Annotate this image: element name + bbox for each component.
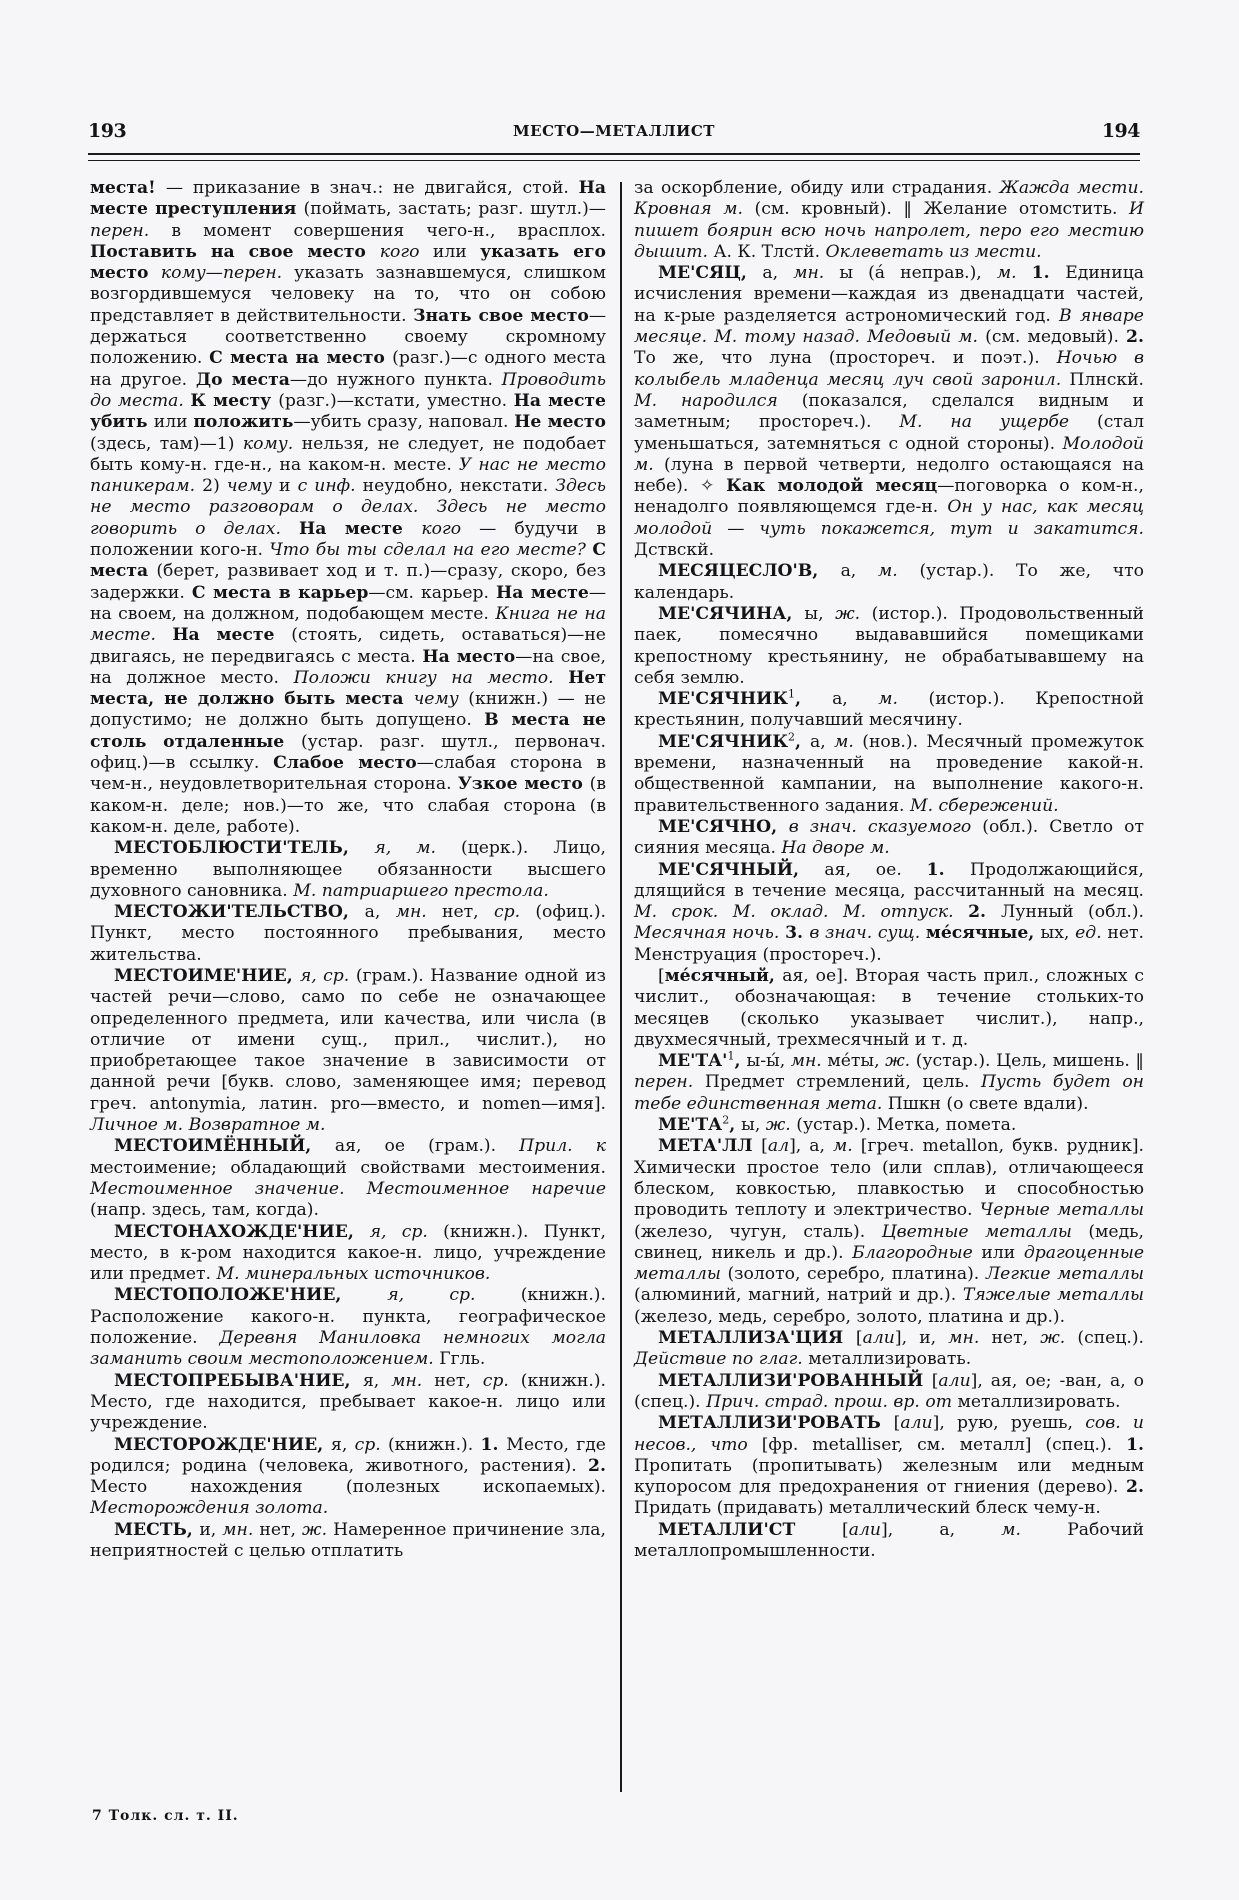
body-text: металлизировать. [957, 1391, 1121, 1412]
body-text: ы, [804, 603, 836, 624]
italic-text: М. сбережений. [909, 795, 1059, 816]
homonym-index: 2 [722, 1113, 730, 1127]
body-text: (обл.). Светло от сияния месяца. [634, 816, 1144, 859]
headword-text: Знать свое место [413, 305, 589, 326]
headword-text: Узкое место [457, 774, 590, 795]
headword-text: 2. [968, 902, 1002, 923]
italic-text: Ночью в колыбель младенца месяц луч свой заронил. [634, 348, 1145, 390]
body-text: ая, ое. [824, 859, 927, 880]
body-text: [фр. metalliser, см. металл] (спец.). [761, 1434, 1127, 1455]
body-text: (устар.). Метка, помета. [796, 1115, 1017, 1136]
dictionary-entry [90, 1371, 606, 1435]
dictionary-entry [90, 838, 606, 902]
headword-text: МЕ'СЯЧНЫЙ, [658, 859, 825, 880]
body-text: Лунный (обл.). [1001, 902, 1144, 923]
body-text: а, [762, 263, 794, 284]
body-text: (луна в первой четверти, недолго остающаяся на небе). ✧ [634, 454, 1144, 497]
headword-text: МЕ'СЯЦ, [658, 263, 763, 284]
headword-text: ме́сячный, [664, 965, 783, 986]
headword-text: положить [193, 412, 294, 433]
running-head: МЕСТО—МЕТАЛЛИСТ [513, 122, 715, 140]
body-text: ], ая, ое; -ван, а, о (спец.). [634, 1370, 1144, 1412]
body-text: [ [931, 1370, 939, 1391]
italic-text: перен. [90, 220, 172, 241]
body-text: (здесь, там)—1) [90, 433, 243, 454]
headword-text: На месте преступления [90, 178, 606, 220]
italic-text: мн. [793, 263, 840, 284]
dictionary-entry [634, 966, 1144, 1051]
headword-text: МЕСТОПРЕБЫВА'НИЕ, [114, 1370, 363, 1391]
dictionary-entry [634, 1328, 1144, 1371]
body-text: ая, ое (грам.). [334, 1136, 520, 1157]
headword-text: В места не столь отдаленные [90, 710, 606, 752]
italic-text: ж. [765, 1115, 797, 1136]
body-text: я, [362, 1370, 392, 1391]
headword-text: МЕ'СЯЧНО, [658, 816, 789, 837]
body-text: —на свое, на должное место. [90, 646, 607, 688]
italic-text: Пусть будет он тебе единственная мета. [634, 1072, 1144, 1114]
body-text: или [981, 1242, 1024, 1263]
headword-text: 3. [785, 923, 810, 944]
dictionary-entry [634, 1413, 1144, 1519]
body-text: нет. Менструация (простореч.). [634, 923, 1145, 965]
body-text: а, [840, 561, 879, 582]
dictionary-entry [634, 561, 1144, 604]
dictionary-entry [634, 604, 1144, 689]
headword-text: Как молодой месяц [726, 476, 938, 497]
body-text: ы-ы́, [746, 1051, 791, 1072]
dictionary-entry [634, 1371, 1144, 1414]
headword-text: На месте [172, 625, 292, 646]
headword-text: МЕТАЛЛИЗИ'РОВАННЫЙ [658, 1370, 932, 1391]
body-text: Ггль. [439, 1349, 486, 1370]
italic-text: М. народился [634, 390, 802, 411]
italic-text: Оклеветать из мести. [825, 241, 1042, 262]
italic-text: мн. [790, 1051, 828, 1072]
body-text: (берет, развивает ход и т. п.)—сразу, скоро, без задержки. [90, 561, 606, 603]
body-text: местоимение; обладающий свойствами местоимения. [90, 1157, 606, 1178]
italic-text: чему [413, 689, 469, 710]
body-text: (стоять, сидеть, оставаться)—не двигаясь, не передвигаясь с места. [90, 625, 606, 667]
body-text: Рабочий металлопромышленности. [634, 1519, 1145, 1561]
dictionary-entry [634, 729, 1144, 817]
italic-text: мн. [948, 1328, 992, 1349]
page-number-left: 193 [88, 120, 127, 142]
italic-text: Жажда мести. Кровная м. [634, 178, 1144, 220]
headword-text: ме́сячные, [925, 923, 1041, 944]
italic-text: кого [379, 241, 433, 262]
body-text: (устар.). Цель, мишень. ‖ [915, 1051, 1144, 1072]
body-text: Пропитать (пропитывать) железным или медным купоросом для предохранения от гниения (дерево). [634, 1455, 1144, 1498]
body-text: ], рую, руешь, [932, 1413, 1086, 1434]
body-text: (см. медовый). [985, 327, 1127, 348]
dictionary-entry [634, 1115, 1144, 1136]
dictionary-entry [634, 817, 1144, 860]
headword-text: 1. [926, 859, 970, 880]
italic-text: мн. [391, 1370, 435, 1391]
right-column [634, 178, 1144, 1562]
homonym-index: 1 [788, 687, 796, 701]
body-text: (алюминий, магний, натрий и др.). [634, 1285, 963, 1306]
headword-text: 1. [480, 1434, 507, 1455]
headword-text: МЕСЯЦЕСЛО'В, [658, 561, 841, 582]
dictionary-entry [90, 1222, 606, 1286]
printer-signature: 7 Толк. сл. т. II. [92, 1808, 239, 1824]
headword-text: , [795, 731, 810, 752]
headword-text: МЕ'СЯЧИНА, [658, 603, 805, 624]
dictionary-entry [634, 1051, 1144, 1115]
italic-text: али [862, 1328, 895, 1349]
italic-text: кого [421, 518, 480, 539]
headword-text: МЕ'СЯЧНИК [658, 731, 789, 752]
headword-text: , [729, 1115, 742, 1136]
dictionary-entry [90, 1435, 606, 1520]
body-text: я, [331, 1434, 355, 1455]
body-text: (книжн.). Расположение какого-н. пункта, географическое положение. [90, 1285, 606, 1349]
body-text: Пшкн (о свете вдали). [887, 1093, 1089, 1114]
headword-text: На месте [299, 518, 422, 539]
italic-text: я, м. [374, 838, 461, 859]
homonym-index: 2 [788, 729, 796, 743]
headword-text: До места [195, 369, 290, 390]
body-text: а, [364, 902, 396, 923]
italic-text: м. [878, 689, 929, 710]
body-text: Намеренное причинение зла, неприятностей с целью отплатить [90, 1519, 607, 1561]
body-text: (грам.). Название одной из частей речи—слово, само по себе не означающее определенного предмета, или качества, или числа (в отличие от имени сущ., прил., числит.), но приобретающее такое значение в зависимости от данной речи [букв. слово, заменяющее имя; перевод греч. antonymia, латин. pro—вместо, и nomen—имя]. [90, 965, 606, 1114]
body-text: —держаться соответственно своему скромному положению. [90, 305, 606, 369]
italic-text: Цветные металлы [881, 1221, 1089, 1242]
italic-text: кому—перен. [160, 263, 295, 284]
italic-text: в знач. сущ. [809, 923, 926, 944]
italic-text: ср. [482, 1370, 521, 1391]
body-text: —поговорка о ком-н., ненадолго появляющемся где-н. [634, 476, 1144, 518]
body-text: (разг.)—кстати, уместно. [278, 390, 514, 411]
italic-text: М. патриаршего престола. [293, 880, 549, 901]
body-text: Место, где родился; родина (человека, животного, растения). [90, 1434, 606, 1476]
body-text: ы, [741, 1115, 766, 1136]
italic-text: м. [834, 731, 863, 752]
italic-text: Молодой м. [634, 433, 1144, 475]
body-text: (показался, сделался видным и заметным; простореч.). [634, 390, 1144, 433]
body-text: или [432, 241, 481, 262]
body-text: (стал уменьшаться, затемняться с одной стороны). [634, 412, 1144, 454]
body-text: (поймать, застать; разг. шутл.)— [303, 199, 606, 220]
body-text: Место нахождения (полезных ископаемых). [90, 1477, 606, 1498]
headword-text: , [734, 1051, 747, 1072]
body-text: в момент совершения чего-н., врасплох. [171, 220, 606, 241]
body-text: (книжн.). [387, 1434, 481, 1455]
italic-text: Он у нас, как месяц молодой — чуть покажется, тут и закатится. [634, 497, 1144, 539]
dictionary-entry [634, 1136, 1144, 1328]
italic-text: ср. [354, 1434, 388, 1455]
italic-text: Благородные [852, 1242, 982, 1263]
body-text: металлизировать. [808, 1349, 972, 1370]
body-text: (разг.)—с одного места на другое. [90, 348, 606, 390]
body-text: —убить сразу, наповал. [293, 412, 515, 433]
headword-text: МЕСТОИМЕ'НИЕ, [114, 965, 300, 986]
body-text: ых, [1040, 923, 1076, 944]
page-number-right: 194 [1101, 120, 1140, 142]
dictionary-entry [90, 902, 606, 966]
headword-text: МЕ'СЯЧНИК [658, 689, 789, 710]
body-text: —слабая сторона в чем-н., неудовлетворительная сторона. [90, 753, 607, 795]
body-text: (истор.). Продовольственный паек, помесячно выдававшийся помещиками крепостному крестьянину, не обрабатывавшему на себя землю. [634, 603, 1144, 688]
dictionary-entry [90, 1285, 606, 1370]
italic-text: я, ср. [387, 1285, 521, 1306]
dictionary-entry [90, 966, 606, 1136]
headword-text: МЕТА'ЛЛ [658, 1136, 762, 1157]
headword-text: С места на место [209, 348, 393, 369]
body-text: Плнскй. [1069, 369, 1144, 390]
headword-text: На месте [496, 582, 589, 603]
italic-text: Месторождения золота. [90, 1498, 329, 1519]
headword-text: МЕСТОЖИ'ТЕЛЬСТВО, [114, 902, 365, 923]
headword-text: 2. [588, 1455, 606, 1476]
italic-text: Книга не на месте. [90, 603, 606, 646]
headword-text: 2. [1126, 327, 1144, 348]
italic-text: ж. [302, 1519, 334, 1540]
body-text: за оскорбление, обиду или страдания. [634, 178, 1000, 198]
body-text: нет, [434, 1370, 483, 1391]
italic-text: сов. и несов., что [634, 1413, 1144, 1455]
italic-text: али [938, 1370, 971, 1391]
headword-text: МЕСТЬ, [114, 1519, 200, 1540]
homonym-index: 1 [727, 1049, 735, 1063]
italic-text: кому. [242, 433, 302, 454]
italic-text: м. [1001, 1519, 1068, 1540]
italic-text: Действие по глаг. [634, 1349, 809, 1370]
body-text: ], а, [881, 1519, 1002, 1540]
headword-text: МЕСТОРОЖДЕ'НИЕ, [114, 1434, 332, 1455]
dictionary-entry [634, 860, 1144, 966]
body-text: (спец.). [1077, 1328, 1145, 1349]
italic-text: м. [996, 263, 1032, 284]
italic-text: Положи книгу на место. [293, 667, 569, 688]
body-text: (церк.). Лицо, временно выполняющее обязанности высшего духовного сановника. [90, 838, 606, 901]
italic-text: али [848, 1519, 881, 1540]
dictionary-entry [634, 263, 1144, 561]
headword-text: МЕСТОНАХОЖДЕ'НИЕ, [114, 1221, 370, 1242]
italic-text: Личное м. Возвратное м. [90, 1115, 326, 1136]
italic-text: Прил. к [519, 1136, 606, 1157]
italic-text: ср. [493, 902, 536, 923]
body-text: То же, что луна (простореч. и поэт.). [634, 348, 1057, 369]
body-text: ме́ты, [827, 1051, 886, 1072]
body-text: (устар. разг. шутл., первонач. офиц.)—в ссылку. [90, 731, 606, 774]
headword-text: МЕСТОИМЁННЫЙ, [114, 1136, 335, 1157]
italic-text: М. на ущербе [899, 412, 1097, 433]
body-text: (книжн.). Пункт, место, в к-ром находится какое-н. лицо, учреждение или предмет. [90, 1221, 606, 1285]
body-text: (книжн.) — не допустимо; не должно быть допущено. [90, 689, 606, 731]
italic-text: Деревня Маниловка немногих могла заманить своим местоположением. [90, 1328, 607, 1370]
body-text: Придать (придавать) металлический блеск чему-н. [634, 1498, 1101, 1519]
headword-text: 1. [1031, 263, 1066, 284]
body-text: (в каком-н. деле; нов.)—то же, что слабая сторона (в каком-н. деле, работе). [90, 774, 606, 837]
italic-text: али [900, 1413, 933, 1434]
italic-text: ж. [835, 603, 872, 624]
headword-text: МЕСТОПОЛОЖЕ'НИЕ, [114, 1285, 388, 1306]
left-column [90, 178, 606, 1562]
dictionary-entry [90, 178, 606, 838]
headword-text: Слабое место [273, 753, 417, 774]
dictionary-entry [634, 1520, 1144, 1563]
italic-text: ал [767, 1136, 790, 1157]
body-text: 2) [202, 476, 227, 497]
italic-text: Местоименное значение. Местоименное наречие [90, 1178, 606, 1199]
body-text: [ [761, 1136, 768, 1157]
body-text: (железо, медь, серебро, золото, платина и др.). [634, 1306, 1066, 1327]
body-text: нельзя, не следует, не подобает быть кому-н. где-н., на каком-н. месте. [90, 433, 606, 475]
body-text: ], а, [789, 1136, 834, 1157]
body-text: [ [893, 1413, 901, 1434]
body-text: нет, [259, 1519, 303, 1540]
body-text: — приказание в знач.: не двигайся, стой. [165, 178, 579, 198]
body-text: [ [842, 1519, 849, 1540]
body-text: ы (á неправ.), [839, 263, 997, 284]
body-text: [греч. metallon, букв. рудник]. Химически простое тело (или сплав), отличающееся блеском, ковкостью, плавкостью и способностью проводить теплоту и электричество. [634, 1136, 1144, 1221]
body-text: нет, [991, 1328, 1041, 1349]
italic-text: Здесь не место разговорам о делах. Здесь не место говорить о делах. [90, 476, 606, 539]
italic-text: Тяжелые металлы [962, 1285, 1145, 1306]
body-text: (золото, серебро, платина). [727, 1264, 986, 1285]
headword-text: МЕ'ТА' [658, 1051, 728, 1072]
body-text: —см. карьер. [368, 582, 496, 603]
body-text: — будучи в положении кого-н. [90, 518, 607, 561]
header-rule [88, 153, 1140, 161]
headword-text: На месте убить [90, 390, 606, 433]
italic-text: Прич. страд. прош. вр. от [706, 1391, 958, 1412]
body-text: (книжн.). Место, где находится, пребывает какое-н. лицо или учреждение. [90, 1370, 607, 1434]
italic-text: м. [833, 1136, 861, 1157]
body-text: и [279, 476, 298, 497]
body-text: неудобно, некстати. [362, 476, 556, 497]
italic-text: чему [226, 476, 280, 497]
body-text: ая, ое]. Вторая часть прил., сложных с числит., обозначающая: в течение стольких-то месяцев (сколько указывает числит.), напр., двухмесячный, трехмесячный и т. д. [634, 965, 1144, 1050]
headword-text: К месту [190, 390, 279, 411]
italic-text: с инф. [297, 476, 363, 497]
body-text: (офиц.). Пункт, место постоянного пребывания, место жительства. [90, 902, 606, 965]
italic-text: драгоценные металлы [634, 1242, 1144, 1285]
body-text: —до нужного пункта. [289, 369, 502, 390]
body-text: и, [199, 1519, 223, 1540]
italic-text: И пишет боярин всю ночь напролет, перо его местию дышит. [634, 199, 1144, 262]
body-text: Единица исчисления времени—каждая из двенадцати частей, на к-рые разделяется астрономический год. [634, 263, 1144, 326]
italic-text: В январе месяце. М. тому назад. Медовый м. [634, 305, 1144, 348]
italic-text: я, ср. [369, 1221, 444, 1242]
headword-text: 1. [1126, 1434, 1145, 1455]
headword-text: , [795, 689, 833, 710]
body-text: (истор.). Крепостной крестьянин, получавший месячину. [634, 689, 1144, 731]
italic-text: М. срок. М. оклад. М. отпуск. [634, 902, 969, 923]
italic-text: перен. [634, 1072, 705, 1093]
italic-text: Что бы ты сделал на его месте? [269, 540, 593, 561]
body-text: нет, [442, 902, 494, 923]
body-text: указать зазнавшемуся, слишком возгордившемуся человеку на то, что он собою представляет в действительности. [90, 263, 606, 326]
italic-text: Месячная ночь. [634, 923, 786, 944]
headword-text: Не место [514, 412, 607, 433]
headword-text: Поставить на свое место [90, 241, 380, 262]
body-text: (напр. здесь, там, когда). [90, 1200, 319, 1221]
body-text: а, [809, 731, 835, 752]
headword-text: МЕТАЛЛИ'СТ [658, 1519, 843, 1540]
body-text: (нов.). Месячный промежуток времени, назначенный на проведение какой-н. общественной кампании, на выполнение какого-н. правительственного задания. [634, 731, 1144, 816]
italic-text: ед. [1075, 923, 1108, 944]
body-text: А. К. Тлстй. [713, 241, 826, 262]
dictionary-entry [90, 1136, 606, 1221]
body-text: [ [855, 1328, 863, 1349]
italic-text: На дворе м. [781, 838, 890, 859]
headword-text: МЕТАЛЛИЗА'ЦИЯ [658, 1328, 856, 1349]
body-text: Дствскй. [634, 540, 715, 561]
italic-text: ж. [1040, 1328, 1078, 1349]
headword-text: указать его место [90, 241, 607, 284]
headword-text: МЕСТОБЛЮСТИ'ТЕЛЬ, [114, 838, 375, 859]
headword-text: МЕТАЛЛИЗИ'РОВАТЬ [658, 1413, 894, 1434]
body-text: или [153, 412, 194, 433]
body-text: [ [658, 965, 665, 986]
headword-text: места! [90, 178, 166, 198]
italic-text: Проводить до места. [90, 369, 606, 411]
dictionary-entry [634, 178, 1144, 263]
body-text: (железо, чугун, сталь). [634, 1221, 882, 1242]
headword-text: МЕ'ТА [658, 1115, 723, 1136]
headword-text: Нет места, не должно быть места [90, 667, 607, 710]
italic-text: м. [878, 561, 920, 582]
dictionary-entry [90, 1520, 606, 1563]
body-text: Предмет стремлений, цель. [704, 1072, 982, 1093]
italic-text: в знач. сказуемого [788, 816, 983, 837]
italic-text: я, ср. [299, 965, 356, 986]
body-text: (устар.). То же, что календарь. [634, 561, 1144, 603]
italic-text: У нас не место паникерам. [90, 454, 606, 497]
italic-text: М. минеральных источников. [216, 1264, 491, 1285]
italic-text: ж. [885, 1051, 916, 1072]
headword-text: 2. [1126, 1477, 1144, 1498]
italic-text: мн. [395, 902, 443, 923]
body-text: ], и, [894, 1328, 949, 1349]
italic-text: Легкие металлы [985, 1264, 1144, 1285]
column-divider [620, 182, 622, 1792]
dictionary-entry [634, 689, 1144, 732]
headword-text: С места в карьер [191, 582, 369, 603]
headword-text: На место [422, 646, 516, 667]
body-text: а, [832, 689, 879, 710]
body-text: (см. кровный). ‖ Желание отомстить. [754, 199, 1129, 220]
body-text: —на своем, на должном, подобающем месте. [90, 582, 607, 624]
body-text: Продолжающийся, длящийся в течение месяца, рассчитанный на месяц. [634, 859, 1144, 901]
italic-text: мн. [222, 1519, 260, 1540]
italic-text: Черные металлы [979, 1200, 1144, 1221]
headword-text: С места [90, 540, 606, 582]
body-text: (медь, свинец, никель и др.). [634, 1221, 1144, 1263]
